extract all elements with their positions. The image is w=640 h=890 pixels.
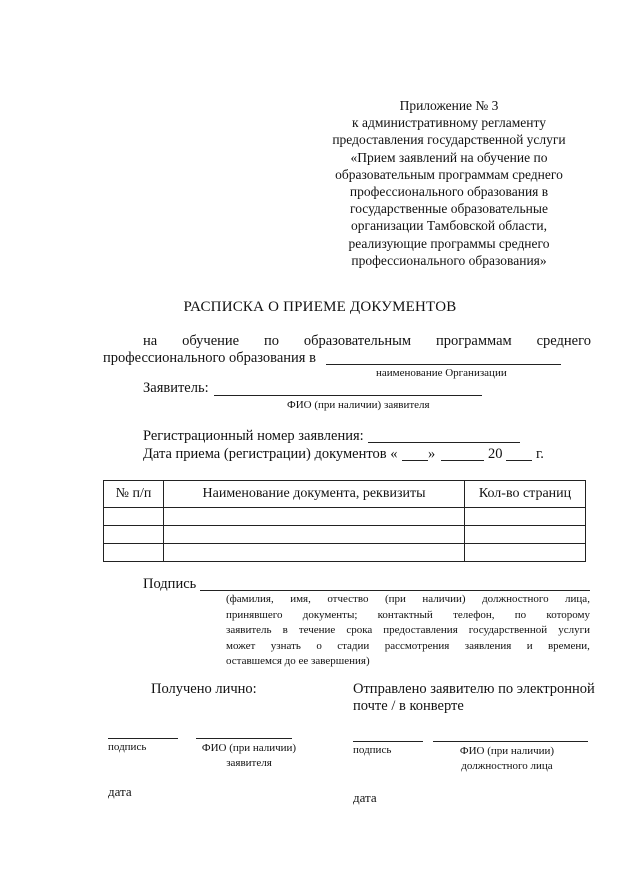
note-line: оставшемся до ее завершения) [226,655,370,668]
appendix-line: государственные образовательные [350,201,548,217]
table-cell[interactable] [164,526,465,544]
date-close-quote: » [428,446,436,462]
note-word: узнать [270,639,301,652]
note-word: может [226,639,256,652]
sent-sign-field[interactable] [353,741,423,742]
organization-caption: наименование Организации [376,367,507,379]
signature-label: Подпись [143,576,197,592]
received-fio-field[interactable] [196,738,292,739]
note-line [226,608,590,624]
intro-word: обучение [182,333,240,349]
signature-note [226,592,590,670]
note-word: отчество [327,593,369,605]
header-document: Наименование документа, реквизиты [164,481,465,508]
note-word: о [316,639,322,652]
sent-sign-caption: подпись [353,744,392,756]
table-row [104,544,586,562]
received-date-label: дата [108,784,132,799]
note-line [226,639,590,655]
table-row [104,508,586,526]
received-label: Получено лично: [151,681,257,697]
documents-table [103,480,586,562]
intro-word: программам [435,333,512,349]
received-fio-caption-line: ФИО (при наличии) [201,742,297,754]
table-cell[interactable] [164,508,465,526]
note-word: течение [298,624,336,637]
organization-field[interactable] [326,364,561,365]
received-fio-caption-line: заявителя [226,757,272,769]
document-title: РАСПИСКА О ПРИЕМЕ ДОКУМЕНТОВ [183,299,457,315]
date-year-field[interactable] [506,460,532,461]
table-cell[interactable] [164,544,465,562]
note-word: по [514,608,527,621]
received-sign-field[interactable] [108,738,178,739]
date-day-field[interactable] [402,460,428,461]
table-cell[interactable] [104,526,164,544]
applicant-field[interactable] [214,395,482,396]
note-word: контактный [377,608,433,621]
intro-word: образовательным [303,333,412,349]
note-word: документы; [302,608,358,621]
note-word: и [526,639,533,652]
date-label: Дата приема (регистрации) документов « [143,446,398,462]
intro-word: по [263,333,279,349]
received-fio-caption [189,741,309,771]
note-word: предоставления [383,624,458,637]
sent-fio-caption-line: ФИО (при наличии) [459,745,555,757]
sent-fio-caption-line: должностного лица [461,760,553,772]
table-cell[interactable] [465,544,586,562]
intro-word: среднего [536,333,591,349]
appendix-line: реализующие программы среднего [348,235,550,251]
note-word: в [282,624,288,637]
note-word: телефон, [453,608,495,621]
note-word: принявшего [226,608,283,621]
note-word: услуги [558,624,590,637]
sent-label-line-2: почте / в конверте [353,698,464,714]
note-line [226,592,590,608]
sent-label-line-1: Отправлено заявителю по электронной [353,681,595,697]
intro-line-2: профессионального образования в [103,350,316,366]
appendix-line: «Прием заявлений на обучение по [350,149,548,165]
intro-line-1 [143,333,591,350]
note-word: государственной [468,624,548,637]
intro-word: на [143,333,158,349]
note-word: рассмотрения [384,639,450,652]
reg-number-field[interactable] [368,442,520,443]
note-word: стадии [337,639,370,652]
appendix-line: предоставления государственной услуги [332,132,566,148]
sent-fio-caption [437,744,577,774]
note-word: (при [384,593,406,605]
table-cell[interactable] [465,508,586,526]
applicant-caption: ФИО (при наличии) заявителя [287,399,430,411]
note-word: которому [546,608,590,621]
note-word: лица, [565,593,590,605]
appendix-line: профессионального образования в [349,184,549,200]
appendix-line: к административному регламенту [352,115,546,131]
applicant-label: Заявитель: [143,380,209,396]
table-cell[interactable] [465,526,586,544]
date-year-prefix: 20 [488,446,503,462]
appendix-header [318,97,580,269]
table-row [104,526,586,544]
appendix-line: профессионального образования» [351,252,547,268]
date-month-field[interactable] [441,460,484,461]
header-pages: Кол-во страниц [465,481,586,508]
received-sign-caption: подпись [108,741,147,753]
note-word: (фамилия, [226,593,274,605]
note-word: имя, [290,593,311,605]
note-word: наличии) [422,593,466,605]
table-cell[interactable] [104,544,164,562]
appendix-line: образовательным программам среднего [335,166,563,182]
note-line [226,623,590,639]
sent-fio-field[interactable] [433,741,588,742]
note-word: заявления [464,639,512,652]
note-word: должностного [482,593,549,605]
appendix-line: организации Тамбовской области, [351,218,547,234]
signature-field[interactable] [200,590,590,591]
sent-date-label: дата [353,790,377,805]
reg-number-label: Регистрационный номер заявления: [143,428,364,444]
header-number: № п/п [104,481,164,508]
note-word: времени, [547,639,590,652]
table-header-row [104,481,586,508]
table-cell[interactable] [104,508,164,526]
appendix-line: Приложение № 3 [399,98,499,113]
date-year-suffix: г. [536,446,544,462]
note-word: срока [346,624,373,637]
note-word: заявитель [226,624,272,637]
